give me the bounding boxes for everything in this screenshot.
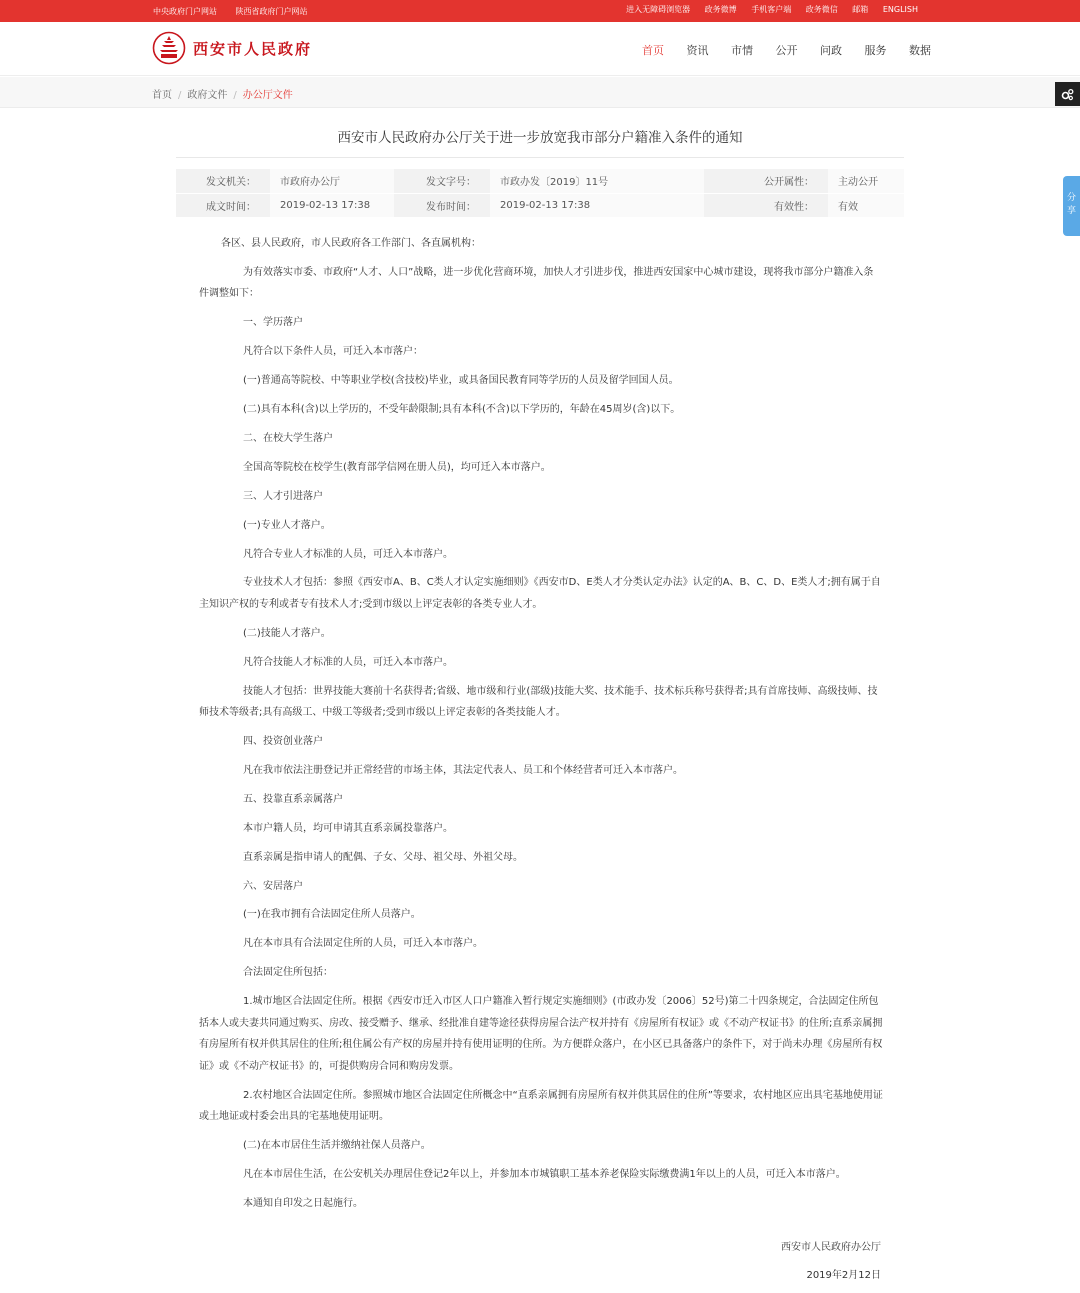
document-title: 西安市人民政府办公厅关于进一步放宽我市部分户籍准入条件的通知: [337, 130, 743, 146]
validity-value: 有效: [828, 193, 904, 217]
paragraph: 为有效落实市委、市政府“人才、人口”战略，进一步优化营商环境，加快人才引进步伐，推进西安国家中心城市建设，现将我市部分户籍准入条件调整如下：: [199, 266, 874, 300]
docno-value: 市政办发〔2019〕11号: [490, 169, 704, 193]
document-date: 2019年2月12日: [806, 1270, 881, 1281]
nav-city-info[interactable]: 市情: [731, 44, 753, 57]
nav-news[interactable]: 资讯: [686, 44, 709, 57]
breadcrumb-separator: /: [178, 90, 182, 101]
public-value: 主动公开: [828, 169, 904, 193]
validity-label: 有效性：: [704, 193, 828, 217]
breadcrumb: [152, 86, 293, 101]
link-wechat[interactable]: 政务微信: [805, 5, 838, 14]
signature: 西安市人民政府办公厅: [781, 1242, 881, 1253]
paragraph: 合法固定住所包括：: [243, 967, 333, 979]
paragraph: 凡符合专业人才标准的人员，可迁入本市落户。: [243, 548, 453, 560]
settings-tool-button[interactable]: [1055, 82, 1080, 106]
breadcrumb-gov-docs[interactable]: 政府文件: [187, 90, 228, 101]
nav-data[interactable]: 数据: [909, 44, 931, 57]
published-value: 2019-02-13 17:38: [490, 193, 704, 217]
nav-public[interactable]: 公开: [775, 44, 798, 57]
link-weibo[interactable]: 政务微博: [704, 5, 737, 14]
site-name[interactable]: 西安市人民政府: [193, 40, 313, 58]
link-accessibility[interactable]: 进入无障碍浏览器: [626, 5, 691, 14]
paragraph: 凡符合技能人才标准的人员，可迁入本市落户。: [243, 656, 453, 668]
paragraph: (二)技能人才落户。: [243, 627, 331, 639]
paragraph: 本市户籍人员，均可申请其直系亲属投靠落户。: [243, 822, 453, 834]
paragraph: 全国高等院校在校学生(教育部学信网在册人员)，均可迁入本市落户。: [243, 461, 551, 473]
paragraph: 2.农村地区合法固定住所。参照城市地区合法固定住所概念中“直系亲属拥有房屋所有权并供其居住的住所”等要求，农村地区应出具宅基地使用证或土地证或村委会出具的宅基地使用证明。: [199, 1089, 883, 1123]
link-mail[interactable]: 邮箱: [852, 5, 869, 14]
breadcrumb-bar: [0, 77, 1080, 108]
meta-row: [176, 193, 904, 217]
share-label: 分享: [1066, 193, 1076, 216]
created-value: 2019-02-13 17:38: [270, 193, 394, 217]
paragraph: (一)普通高等院校、中等职业学校(含技校)毕业，或具备国民教育同等学历的人员及留学回国人员。: [243, 375, 679, 387]
created-label: 成文时间：: [176, 193, 270, 217]
salutation: 各区、县人民政府，市人民政府各工作部门、各直属机构：: [221, 238, 481, 249]
paragraph: 1.城市地区合法固定住所。根据《西安市迁入市区人口户籍准入暂行规定实施细则》(市政办发〔2006〕52号)第二十四条规定，合法固定住所包括本人或夫妻共同通过购买、房改、接受赠予、继承、经批准自建等途径获得房屋合法产权并持有《房屋所有权证》或《不动产权证书》的住所;直系亲属拥有房屋所有权并供其居住的住所;租住属公有产权的房屋并持有使用证明的住所。为方便群众落户，在小区已具备落户的条件下，对于尚未办理《房屋所有权证》或《不动产权证书》的，可提供购房合同和购房发票。: [199, 996, 883, 1072]
nav-service[interactable]: 服务: [864, 44, 887, 57]
top-bar: [0, 0, 1080, 22]
paragraph: 一、学历落户: [243, 317, 303, 329]
document-body: [199, 233, 883, 1222]
paragraph: (一)专业人才落户。: [243, 519, 331, 531]
top-left-links: [153, 6, 324, 17]
gears-icon: [1061, 88, 1074, 101]
link-english[interactable]: ENGLISH: [882, 5, 918, 14]
title-divider: [176, 157, 904, 158]
nav-inquiry[interactable]: 问政: [820, 44, 842, 57]
top-right-links: [614, 4, 918, 15]
breadcrumb-separator: /: [233, 90, 237, 101]
paragraph: 二、在校大学生落户: [243, 432, 333, 444]
paragraph: 本通知自印发之日起施行。: [243, 1198, 363, 1210]
docno-label: 发文字号：: [394, 169, 490, 193]
meta-row: [176, 169, 904, 193]
paragraph: 五、投靠直系亲属落户: [243, 793, 343, 805]
link-central-gov[interactable]: 中央政府门户网站: [153, 7, 217, 16]
paragraph: 六、安居落户: [243, 880, 303, 892]
paragraph: (二)具有本科(含)以上学历的，不受年龄限制;具有本科(不含)以下学历的，年龄在45周岁(含)以下。: [243, 404, 681, 416]
link-mobile-app[interactable]: 手机客户端: [751, 5, 792, 14]
issuer-label: 发文机关：: [176, 169, 270, 193]
nav-home[interactable]: 首页: [642, 44, 664, 57]
paragraph: 技能人才包括：世界技能大赛前十名获得者;省级、地市级和行业(部级)技能大奖、技术能手、技术标兵称号获得者;具有首席技师、高级技师、技师技术等级者;具有高级工、中级工等级者;受到市级以上评定表彰的各类技能人才。: [199, 685, 878, 719]
paragraph: 凡在本市居住生活，在公安机关办理居住登记2年以上，并参加本市城镇职工基本养老保险实际缴费满1年以上的人员，可迁入本市落户。: [243, 1169, 846, 1181]
breadcrumb-home[interactable]: 首页: [152, 90, 172, 101]
published-label: 发布时间：: [394, 193, 490, 217]
share-tab[interactable]: [1063, 176, 1080, 236]
paragraph: (一)在我市拥有合法固定住所人员落户。: [243, 909, 421, 921]
link-shaanxi-gov[interactable]: 陕西省政府门户网站: [235, 7, 308, 16]
paragraph: 直系亲属是指申请人的配偶、子女、父母、祖父母、外祖父母。: [243, 851, 523, 863]
public-label: 公开属性：: [704, 169, 828, 193]
main-nav: [642, 42, 950, 58]
city-emblem-icon[interactable]: [152, 31, 186, 65]
paragraph: 凡符合以下条件人员，可迁入本市落户：: [243, 346, 423, 358]
paragraph: 三、人才引进落户: [243, 490, 323, 502]
site-header: [0, 22, 1080, 76]
paragraph: 专业技术人才包括：参照《西安市A、B、C类人才认定实施细则》《西安市D、E类人才分类认定办法》认定的A、B、C、D、E类人才;拥有属于自主知识产权的专利或者专有技术人才;受到市级以上评定表彰的各类专业人才。: [199, 577, 881, 610]
paragraph: (二)在本市居住生活并缴纳社保人员落户。: [243, 1140, 431, 1152]
document-meta-table: [176, 169, 904, 218]
paragraph-list: [199, 262, 883, 1215]
issuer-value: 市政府办公厅: [270, 169, 394, 193]
paragraph: 四、投资创业落户: [243, 736, 323, 748]
breadcrumb-office-docs[interactable]: 办公厅文件: [242, 90, 293, 101]
paragraph: 凡在本市具有合法固定住所的人员，可迁入本市落户。: [243, 938, 483, 950]
paragraph: 凡在我市依法注册登记并正常经营的市场主体，其法定代表人、员工和个体经营者可迁入本市落户。: [243, 765, 683, 777]
